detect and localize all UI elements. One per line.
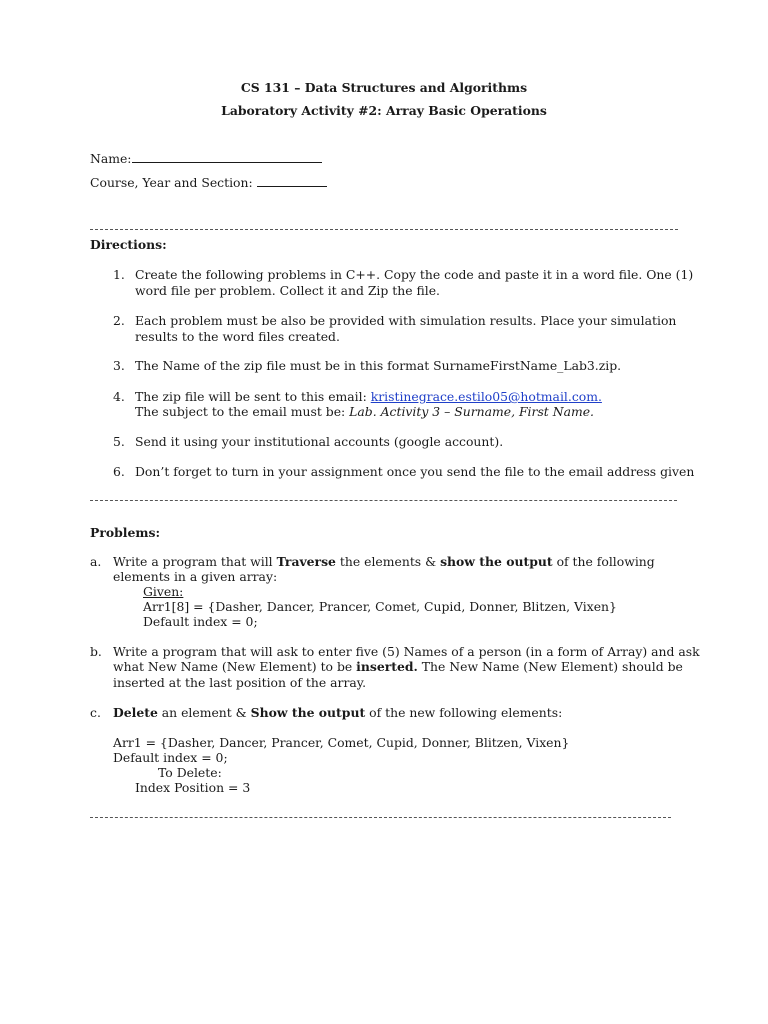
direction-5-line1: Send it using your institutional accounts (google account). (135, 434, 504, 449)
problem-a-array: Arr1[8] = {Dasher, Dancer, Prancer, Comet, Cupid, Donner, Blitzen, Vixen} (143, 599, 617, 614)
direction-num-6: 6. (113, 464, 125, 479)
problem-b-line2 (113, 659, 683, 674)
problems-heading: Problems: (90, 525, 161, 540)
direction-4-line1 (135, 389, 602, 404)
activity-title: Laboratory Activity #2: Array Basic Operations (221, 103, 547, 118)
directions-heading: Directions: (90, 237, 167, 252)
direction-num-3: 3. (113, 358, 125, 373)
problem-c-bold-2: Show the output (250, 705, 366, 720)
direction-num-4: 4. (113, 389, 125, 404)
problem-a-text-3: of the following (552, 554, 655, 569)
email-link[interactable]: kristinegrace.estilo05@hotmail.com. (370, 389, 602, 404)
problem-c-array: Arr1 = {Dasher, Dancer, Prancer, Comet, Cupid, Donner, Blitzen, Vixen} (113, 735, 570, 750)
problem-b-letter: b. (90, 644, 102, 659)
problem-b-line3: inserted at the last position of the array. (113, 675, 367, 690)
name-field (90, 150, 322, 166)
problem-c-line1 (113, 705, 562, 720)
direction-4-line2 (135, 404, 594, 419)
section-label: Course, Year and Section: (90, 175, 253, 190)
problem-a-index: Default index = 0; (143, 614, 258, 629)
problem-a-line1 (113, 554, 655, 569)
problem-b-bold: inserted. (356, 659, 418, 674)
direction-2-line1: Each problem must be also be provided with simulation results. Place your simulation (135, 313, 677, 328)
name-blank (132, 150, 322, 163)
problem-a-bold-1: Traverse (276, 554, 336, 569)
course-title: CS 131 – Data Structures and Algorithms (240, 80, 528, 95)
name-label: Name: (90, 151, 132, 166)
problem-c-letter: c. (90, 705, 101, 720)
problem-c-bold-1: Delete (113, 705, 158, 720)
problem-c-to-delete: To Delete: (158, 765, 222, 780)
problem-c-text-1: an element & (157, 705, 251, 720)
direction-6-line1: Don’t forget to turn in your assignment once you send the file to the email address given (135, 464, 695, 479)
problem-a-line2: elements in a given array: (113, 569, 278, 584)
direction-4-subject-prefix: The subject to the email must be: (135, 404, 350, 419)
direction-4-subject: Lab. Activity 3 – Surname, First Name. (349, 404, 594, 419)
divider-middle (90, 500, 677, 501)
direction-num-5: 5. (113, 434, 125, 449)
section-field (90, 174, 327, 190)
divider-bottom (90, 817, 671, 818)
direction-1-line2: word file per problem. Collect it and Zip the file. (135, 283, 440, 298)
direction-num-1: 1. (113, 267, 125, 282)
problem-b-text-1: what New Name (New Element) to be (113, 659, 357, 674)
direction-num-2: 2. (113, 313, 125, 328)
problem-b-text-2: The New Name (New Element) should be (417, 659, 683, 674)
problem-a-text-2: the elements & (335, 554, 441, 569)
problem-a-text-1: Write a program that will (113, 554, 277, 569)
divider-top (90, 229, 678, 230)
problem-c-position: Index Position = 3 (135, 780, 251, 795)
direction-4-prefix: The zip file will be sent to this email: (135, 389, 371, 404)
problem-c-index: Default index = 0; (113, 750, 228, 765)
problem-a-bold-2: show the output (440, 554, 553, 569)
problem-b-line1: Write a program that will ask to enter five (5) Names of a person (in a form of Array) and ask (113, 644, 700, 659)
problem-a-given: Given: (143, 584, 184, 599)
problem-a-letter: a. (90, 554, 102, 569)
section-blank (257, 174, 327, 187)
problem-c-text-2: of the new following elements: (365, 705, 563, 720)
direction-2-line2: results to the word files created. (135, 329, 340, 344)
direction-1-line1: Create the following problems in C++. Copy the code and paste it in a word file. One (1) (135, 267, 694, 282)
direction-3-line1: The Name of the zip file must be in this format SurnameFirstName_Lab3.zip. (135, 358, 622, 373)
